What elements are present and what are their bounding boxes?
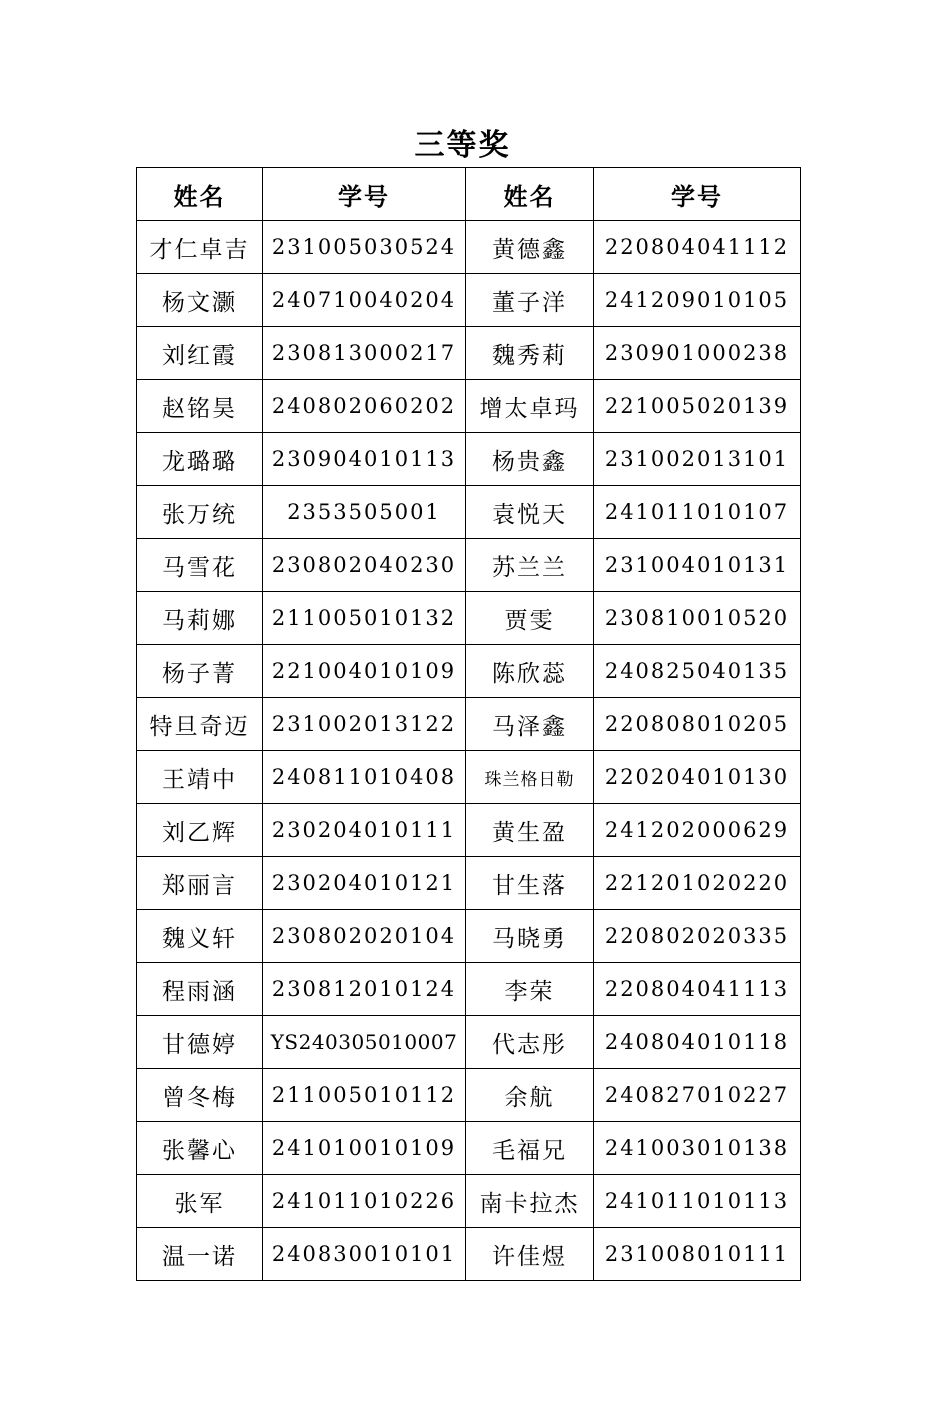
student-name-right: 魏秀莉 <box>466 327 594 380</box>
student-id-left: 230904010113 <box>263 433 466 486</box>
student-name-right: 甘生落 <box>466 857 594 910</box>
student-id-right: 221201020220 <box>594 857 801 910</box>
student-name-left: 张军 <box>137 1175 263 1228</box>
student-name-left: 杨子菁 <box>137 645 263 698</box>
student-name-left: 曾冬梅 <box>137 1069 263 1122</box>
student-id-right: 220802020335 <box>594 910 801 963</box>
header-name-left: 姓名 <box>137 168 263 221</box>
student-name-left: 龙璐璐 <box>137 433 263 486</box>
student-name-left: 郑丽言 <box>137 857 263 910</box>
table-row <box>137 380 801 433</box>
student-name-left: 刘红霞 <box>137 327 263 380</box>
student-name-left: 马莉娜 <box>137 592 263 645</box>
table-row <box>137 1175 801 1228</box>
student-id-right: 231002013101 <box>594 433 801 486</box>
student-id-left: 230204010111 <box>263 804 466 857</box>
student-id-left: 231002013122 <box>263 698 466 751</box>
student-id-right: 241011010113 <box>594 1175 801 1228</box>
student-name-right: 李荣 <box>466 963 594 1016</box>
student-id-left: 230802040230 <box>263 539 466 592</box>
table-row <box>137 1122 801 1175</box>
table-row <box>137 486 801 539</box>
student-id-right: 241209010105 <box>594 274 801 327</box>
student-name-right: 苏兰兰 <box>466 539 594 592</box>
student-name-right: 许佳煜 <box>466 1228 594 1281</box>
student-id-left: 241010010109 <box>263 1122 466 1175</box>
student-name-left: 才仁卓吉 <box>137 221 263 274</box>
student-name-right: 马晓勇 <box>466 910 594 963</box>
page-title: 三等奖 <box>414 128 511 163</box>
student-name-left: 赵铭昊 <box>137 380 263 433</box>
student-name-left: 张万统 <box>137 486 263 539</box>
student-name-right: 陈欣蕊 <box>466 645 594 698</box>
student-name-left: 特旦奇迈 <box>137 698 263 751</box>
table-row <box>137 963 801 1016</box>
table-row <box>137 804 801 857</box>
table-row <box>137 274 801 327</box>
table-row <box>137 433 801 486</box>
student-name-left: 杨文灏 <box>137 274 263 327</box>
student-id-left: 230813000217 <box>263 327 466 380</box>
header-name-right: 姓名 <box>466 168 594 221</box>
student-name-right: 南卡拉杰 <box>466 1175 594 1228</box>
student-id-right: 240827010227 <box>594 1069 801 1122</box>
table-row <box>137 645 801 698</box>
student-id-right: 241202000629 <box>594 804 801 857</box>
student-name-right: 增太卓玛 <box>466 380 594 433</box>
student-id-right: 241003010138 <box>594 1122 801 1175</box>
student-id-left: 240710040204 <box>263 274 466 327</box>
table-row <box>137 539 801 592</box>
student-id-right: 240825040135 <box>594 645 801 698</box>
table-row <box>137 592 801 645</box>
student-name-right: 杨贵鑫 <box>466 433 594 486</box>
student-name-right: 董子洋 <box>466 274 594 327</box>
student-id-right: 220204010130 <box>594 751 801 804</box>
table-row <box>137 751 801 804</box>
table-row <box>137 327 801 380</box>
student-name-right: 代志彤 <box>466 1016 594 1069</box>
student-id-left: 221004010109 <box>263 645 466 698</box>
student-id-left: 231005030524 <box>263 221 466 274</box>
student-id-left: 211005010132 <box>263 592 466 645</box>
student-name-left: 刘乙辉 <box>137 804 263 857</box>
student-name-right: 马泽鑫 <box>466 698 594 751</box>
student-id-right: 221005020139 <box>594 380 801 433</box>
student-id-left: YS240305010007 <box>263 1016 466 1069</box>
student-id-left: 241011010226 <box>263 1175 466 1228</box>
table-row <box>137 1069 801 1122</box>
student-name-left: 魏义轩 <box>137 910 263 963</box>
student-id-right: 230810010520 <box>594 592 801 645</box>
award-table <box>136 167 801 1281</box>
student-id-right: 231004010131 <box>594 539 801 592</box>
student-name-right: 贾雯 <box>466 592 594 645</box>
student-id-left: 230802020104 <box>263 910 466 963</box>
table-row <box>137 857 801 910</box>
header-id-right: 学号 <box>594 168 801 221</box>
student-name-left: 张馨心 <box>137 1122 263 1175</box>
student-id-right: 231008010111 <box>594 1228 801 1281</box>
student-name-left: 马雪花 <box>137 539 263 592</box>
student-id-left: 240811010408 <box>263 751 466 804</box>
student-id-right: 241011010107 <box>594 486 801 539</box>
student-id-left: 240830010101 <box>263 1228 466 1281</box>
header-id-left: 学号 <box>263 168 466 221</box>
table-row <box>137 221 801 274</box>
student-name-right: 珠兰格日勒 <box>466 751 594 804</box>
student-id-left: 230204010121 <box>263 857 466 910</box>
table-row <box>137 1016 801 1069</box>
student-id-right: 240804010118 <box>594 1016 801 1069</box>
student-id-right: 220804041112 <box>594 221 801 274</box>
student-id-left: 2353505001 <box>263 486 466 539</box>
student-id-left: 240802060202 <box>263 380 466 433</box>
student-id-left: 230812010124 <box>263 963 466 1016</box>
student-name-right: 余航 <box>466 1069 594 1122</box>
table-row <box>137 698 801 751</box>
student-name-right: 黄德鑫 <box>466 221 594 274</box>
table-row <box>137 1228 801 1281</box>
student-name-left: 温一诺 <box>137 1228 263 1281</box>
student-name-right: 毛福兄 <box>466 1122 594 1175</box>
student-id-right: 220808010205 <box>594 698 801 751</box>
student-name-left: 甘德婷 <box>137 1016 263 1069</box>
student-name-left: 王靖中 <box>137 751 263 804</box>
table-row <box>137 910 801 963</box>
student-name-left: 程雨涵 <box>137 963 263 1016</box>
student-name-right: 黄生盈 <box>466 804 594 857</box>
student-name-right: 袁悦天 <box>466 486 594 539</box>
student-id-right: 220804041113 <box>594 963 801 1016</box>
student-id-left: 211005010112 <box>263 1069 466 1122</box>
table-header-row <box>137 168 801 221</box>
student-id-right: 230901000238 <box>594 327 801 380</box>
